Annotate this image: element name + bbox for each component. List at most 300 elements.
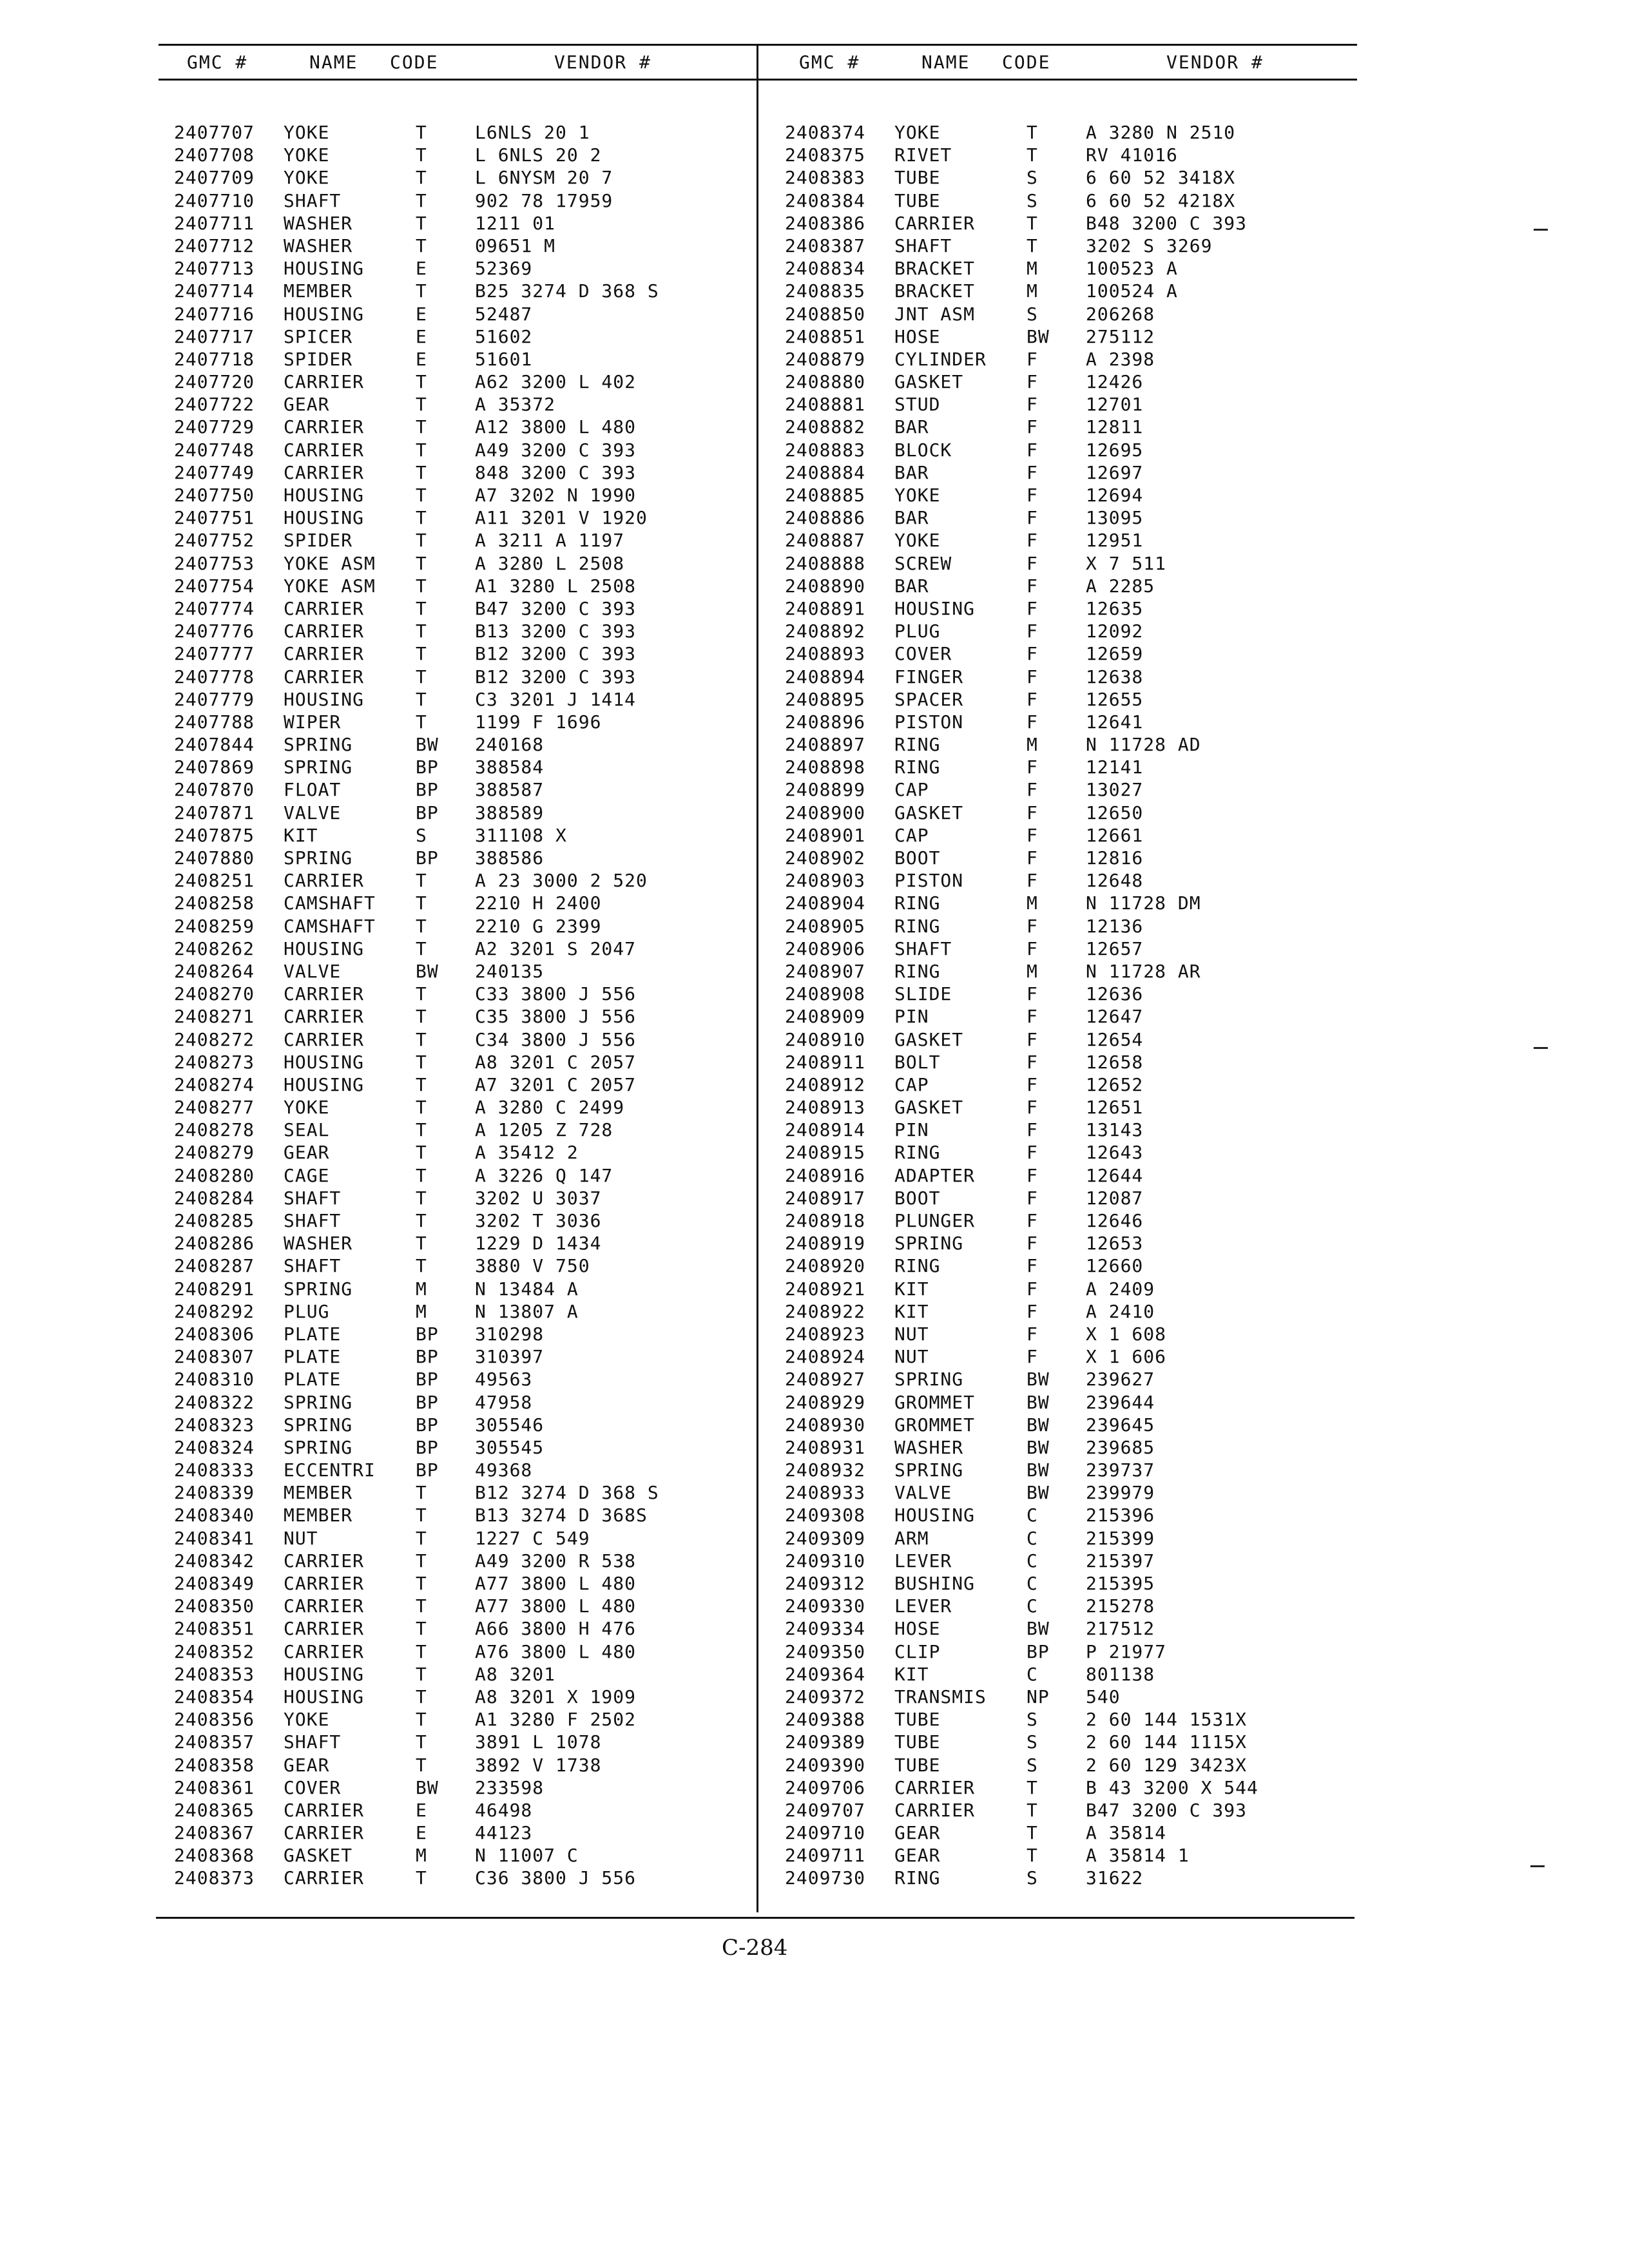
header-gmc: GMC # [799,52,860,73]
table-row [174,1867,747,1889]
vendor-code: T [416,1073,427,1095]
gmc-number: 2408272 [174,1028,255,1050]
vendor-number: 215396 [1086,1504,1155,1526]
gmc-number: 2408291 [174,1278,255,1300]
part-name: PLUNGER [894,1210,976,1231]
table-row [785,529,1352,552]
gmc-number: 2408322 [174,1391,255,1413]
vendor-code: T [416,1573,427,1594]
table-row [174,1708,747,1731]
part-name: CARRIER [284,1573,365,1594]
gmc-number: 2408306 [174,1323,255,1345]
gmc-number: 2408835 [785,280,866,302]
vendor-number: B13 3274 D 368S [475,1504,648,1526]
part-name: HOUSING [284,1051,365,1073]
table-row [174,824,747,847]
vendor-code: T [416,189,427,211]
gmc-number: 2409389 [785,1731,866,1753]
vendor-code: F [1027,824,1038,846]
table-row [174,1254,747,1277]
vendor-code: T [416,870,427,892]
gmc-number: 2407707 [174,122,255,143]
vendor-code: F [1027,802,1038,823]
vendor-number: 217512 [1086,1618,1155,1640]
vendor-code: T [416,1210,427,1231]
table-row [174,869,747,892]
vendor-number: 12136 [1086,915,1144,937]
part-name: BRACKET [894,280,976,302]
column-divider [757,44,758,1912]
table-row [785,1731,1352,1753]
vendor-code: T [416,144,427,166]
part-name: YOKE [284,1709,330,1731]
table-row [174,575,747,597]
vendor-number: A7 3202 N 1990 [475,485,637,506]
vendor-number: 311108 X [475,824,567,846]
table-row [174,711,747,733]
vendor-number: 12811 [1086,416,1144,438]
vendor-number: 12657 [1086,937,1144,959]
part-name: WASHER [894,1436,964,1458]
gmc-number: 2408933 [785,1482,866,1504]
gmc-number: 2408352 [174,1640,255,1662]
table-row [785,121,1352,144]
part-name: BOLT [894,1051,941,1073]
gmc-number: 2408899 [785,779,866,801]
gmc-number: 2408270 [174,983,255,1005]
table-row [174,983,747,1005]
part-name: SLIDE [894,983,952,1005]
vendor-number: B12 3274 D 368 S [475,1482,659,1504]
vendor-number: 12636 [1086,983,1144,1005]
vendor-number: A 3226 Q 147 [475,1164,613,1186]
gmc-number: 2408918 [785,1210,866,1231]
table-row [174,1436,747,1459]
vendor-code: T [1027,144,1038,166]
vendor-code: T [416,1731,427,1753]
vendor-code: M [1027,734,1038,756]
vendor-code: T [416,1595,427,1617]
gmc-number: 2408923 [785,1323,866,1345]
vendor-number: 51601 [475,348,533,370]
vendor-code: BW [1027,1459,1050,1481]
part-name: SPIDER [284,530,353,552]
vendor-number: B47 3200 C 393 [1086,1799,1248,1821]
vendor-code: T [416,416,427,438]
gmc-number: 2408834 [785,258,866,280]
part-name: GROMMET [894,1391,976,1413]
part-name: GASKET [894,1028,964,1050]
vendor-code: M [1027,960,1038,982]
table-row [785,756,1352,778]
vendor-code: F [1027,1119,1038,1141]
vendor-number: A 3280 N 2510 [1086,122,1236,143]
table-row [785,144,1352,166]
gmc-number: 2408908 [785,983,866,1005]
gmc-number: 2407750 [174,485,255,506]
gmc-number: 2408886 [785,507,866,529]
vendor-code: F [1027,643,1038,665]
vendor-number: 240168 [475,734,545,756]
vendor-code: S [1027,1754,1038,1776]
gmc-number: 2408278 [174,1119,255,1141]
vendor-number: 12635 [1086,597,1144,619]
gmc-number: 2408349 [174,1573,255,1594]
gmc-number: 2408365 [174,1799,255,1821]
right-column-header [799,52,1353,77]
vendor-code: E [416,258,427,280]
vendor-number: A 2398 [1086,348,1155,370]
table-row [174,597,747,620]
table-row [174,325,747,348]
vendor-number: 49368 [475,1459,533,1481]
vendor-number: 310298 [475,1323,545,1345]
vendor-number: 12701 [1086,394,1144,416]
gmc-number: 2407713 [174,258,255,280]
vendor-number: 848 3200 C 393 [475,461,637,483]
vendor-code: F [1027,1278,1038,1300]
vendor-code: T [1027,235,1038,256]
vendor-code: BP [1027,1640,1050,1662]
vendor-number: 239645 [1086,1414,1155,1436]
gmc-number: 2407748 [174,439,255,461]
gmc-number: 2408358 [174,1754,255,1776]
vendor-number: 09651 M [475,235,556,256]
vendor-code: T [1027,212,1038,234]
gmc-number: 2408351 [174,1618,255,1640]
table-row [785,439,1352,461]
gmc-number: 2408915 [785,1142,866,1164]
vendor-number: 3891 L 1078 [475,1731,602,1753]
vendor-code: T [416,1709,427,1731]
table-row [174,1209,747,1232]
part-name: SHAFT [284,1210,342,1231]
table-row [785,552,1352,575]
gmc-number: 2409350 [785,1640,866,1662]
table-row [785,1708,1352,1731]
gmc-number: 2407777 [174,643,255,665]
part-name: RING [894,1142,941,1164]
vendor-number: RV 41016 [1086,144,1178,166]
vendor-number: 12695 [1086,439,1144,461]
part-name: RING [894,756,941,778]
part-name: TUBE [894,1754,941,1776]
gmc-number: 2408284 [174,1187,255,1209]
vendor-code: BP [416,1346,439,1368]
vendor-number: 12654 [1086,1028,1144,1050]
table-row [174,892,747,914]
vendor-number: 3202 U 3037 [475,1187,602,1209]
gmc-number: 2409330 [785,1595,866,1617]
vendor-number: 239644 [1086,1391,1155,1413]
vendor-code: F [1027,915,1038,937]
table-row [785,1504,1352,1526]
vendor-code: T [1027,1799,1038,1821]
vendor-code: T [416,1504,427,1526]
vendor-code: BW [1027,325,1050,347]
table-row [785,1527,1352,1550]
vendor-code: BP [416,1459,439,1481]
part-name: CAMSHAFT [284,915,376,937]
part-name: BUSHING [894,1573,976,1594]
table-row [785,303,1352,325]
table-row [174,370,747,393]
vendor-code: F [1027,620,1038,642]
vendor-number: B25 3274 D 368 S [475,280,659,302]
vendor-code: S [1027,167,1038,189]
vendor-number: C34 3800 J 556 [475,1028,637,1050]
gmc-number: 2408920 [785,1255,866,1277]
vendor-number: 240135 [475,960,545,982]
table-row [174,1119,747,1141]
vendor-code: F [1027,1051,1038,1073]
table-row [785,642,1352,665]
vendor-number: N 11007 C [475,1845,579,1867]
gmc-number: 2408901 [785,824,866,846]
part-name: CARRIER [284,666,365,687]
part-name: CARRIER [284,1006,365,1028]
table-row [785,325,1352,348]
vendor-number: A 35372 [475,394,556,416]
part-name: FINGER [894,666,964,687]
table-row [785,1663,1352,1686]
gmc-number: 2407871 [174,802,255,823]
part-name: WASHER [284,212,353,234]
vendor-number: B48 3200 C 393 [1086,212,1248,234]
vendor-code: T [416,575,427,597]
header-vendor: VENDOR # [554,52,651,73]
part-name: GASKET [894,1097,964,1119]
vendor-code: T [416,1640,427,1662]
vendor-code: BP [416,847,439,869]
vendor-code: S [1027,1709,1038,1731]
part-name: CARRIER [284,597,365,619]
table-row [174,1754,747,1776]
table-row [174,212,747,235]
gmc-number: 2408340 [174,1504,255,1526]
gmc-number: 2407729 [174,416,255,438]
vendor-code: T [416,1006,427,1028]
part-name: SHAFT [284,1255,342,1277]
vendor-code: S [1027,303,1038,325]
gmc-number: 2409364 [785,1663,866,1685]
gmc-number: 2408906 [785,937,866,959]
table-row [785,1640,1352,1663]
gmc-number: 2407875 [174,824,255,846]
part-name: COVER [284,1776,342,1798]
part-name: HOUSING [284,688,365,710]
header-code: CODE [1002,52,1051,73]
gmc-number: 2408929 [785,1391,866,1413]
table-row [785,461,1352,484]
part-name: KIT [284,824,318,846]
vendor-code: E [416,348,427,370]
gmc-number: 2408333 [174,1459,255,1481]
vendor-number: 388587 [475,779,545,801]
vendor-number: 801138 [1086,1663,1155,1685]
vendor-number: 1199 F 1696 [475,711,602,733]
vendor-code: F [1027,552,1038,574]
left-column-header [187,52,747,77]
vendor-code: BW [416,960,439,982]
vendor-code: BP [416,1323,439,1345]
bottom-rule [156,1917,1354,1919]
vendor-code: BW [1027,1414,1050,1436]
table-row [174,121,747,144]
part-name: COVER [894,643,952,665]
part-name: ECCENTRI [284,1459,376,1481]
table-row [785,1209,1352,1232]
table-row [785,733,1352,756]
vendor-number: 12653 [1086,1233,1144,1254]
part-name: HOUSING [284,485,365,506]
vendor-number: 6 60 52 4218X [1086,189,1236,211]
vendor-number: L6NLS 20 1 [475,122,590,143]
gmc-number: 2408386 [785,212,866,234]
vendor-code: BP [416,802,439,823]
vendor-number: 215395 [1086,1573,1155,1594]
part-name: NUT [284,1527,318,1549]
vendor-number: A49 3200 C 393 [475,439,637,461]
vendor-number: A11 3201 V 1920 [475,507,648,529]
gmc-number: 2407776 [174,620,255,642]
table-row [174,529,747,552]
gmc-number: 2408927 [785,1369,866,1390]
part-name: PLUG [284,1300,330,1322]
vendor-number: L 6NYSM 20 7 [475,167,613,189]
vendor-code: T [416,1164,427,1186]
table-row [174,235,747,257]
table-row [785,983,1352,1005]
vendor-code: T [416,1255,427,1277]
table-row [785,1345,1352,1368]
vendor-number: N 13484 A [475,1278,579,1300]
vendor-number: A 2410 [1086,1300,1155,1322]
table-row [785,1436,1352,1459]
vendor-number: A8 3201 [475,1663,556,1685]
gmc-number: 2409711 [785,1845,866,1867]
table-row [174,1300,747,1323]
gmc-number: 2408342 [174,1550,255,1571]
gmc-number: 2408307 [174,1346,255,1368]
vendor-code: F [1027,756,1038,778]
gmc-number: 2408898 [785,756,866,778]
part-name: TRANSMIS [894,1686,987,1707]
vendor-number: 12652 [1086,1073,1144,1095]
table-row [785,506,1352,529]
part-name: CARRIER [284,371,365,393]
vendor-code: C [1027,1595,1038,1617]
table-row [785,1414,1352,1436]
vendor-code: T [1027,1822,1038,1844]
part-name: SPRING [894,1459,964,1481]
gmc-number: 2408292 [174,1300,255,1322]
vendor-number: 310397 [475,1346,545,1368]
part-name: SHAFT [894,235,952,256]
part-name: CARRIER [284,1867,365,1889]
part-name: GROMMET [894,1414,976,1436]
vendor-code: F [1027,1210,1038,1231]
vendor-code: F [1027,1300,1038,1322]
vendor-code: M [1027,280,1038,302]
part-name: PIN [894,1119,929,1141]
part-name: MEMBER [284,280,353,302]
vendor-code: T [416,1119,427,1141]
gmc-number: 2407717 [174,325,255,347]
gmc-number: 2408350 [174,1595,255,1617]
vendor-code: T [1027,1776,1038,1798]
part-name: TUBE [894,189,941,211]
right-parts-list [785,121,1352,1890]
table-row [174,166,747,189]
vendor-code: T [416,597,427,619]
vendor-code: M [1027,258,1038,280]
table-row [174,1141,747,1164]
vendor-code: F [1027,1346,1038,1368]
gmc-number: 2408882 [785,416,866,438]
part-name: CARRIER [284,1799,365,1821]
vendor-number: X 1 606 [1086,1346,1167,1368]
gmc-number: 2408354 [174,1686,255,1707]
part-name: SPRING [284,847,353,869]
vendor-number: A 3280 L 2508 [475,552,625,574]
vendor-code: T [416,666,427,687]
gmc-number: 2408931 [785,1436,866,1458]
part-name: HOUSING [284,303,365,325]
part-name: SCREW [894,552,952,574]
table-row [174,1821,747,1844]
part-name: CAMSHAFT [284,892,376,914]
table-row [785,1141,1352,1164]
part-name: YOKE [284,122,330,143]
gmc-number: 2408287 [174,1255,255,1277]
vendor-code: T [416,1482,427,1504]
vendor-number: 12660 [1086,1255,1144,1277]
vendor-number: 12641 [1086,711,1144,733]
gmc-number: 2409372 [785,1686,866,1707]
table-row [785,212,1352,235]
vendor-number: X 7 511 [1086,552,1167,574]
gmc-number: 2409706 [785,1776,866,1798]
part-name: KIT [894,1278,929,1300]
gmc-number: 2408374 [785,122,866,143]
gmc-number: 2408383 [785,167,866,189]
table-row [174,1051,747,1073]
gmc-number: 2409710 [785,1822,866,1844]
table-row [785,1686,1352,1708]
vendor-code: T [1027,1845,1038,1867]
table-row [174,303,747,325]
part-name: PIN [894,1006,929,1028]
vendor-number: 12651 [1086,1097,1144,1119]
gmc-number: 2408900 [785,802,866,823]
gmc-number: 2408880 [785,371,866,393]
vendor-number: L 6NLS 20 2 [475,144,602,166]
vendor-number: A1 3280 F 2502 [475,1709,637,1731]
vendor-number: A 2409 [1086,1278,1155,1300]
gmc-number: 2408384 [785,189,866,211]
table-row [785,1028,1352,1051]
gmc-number: 2407869 [174,756,255,778]
page-number: C-284 [722,1935,788,1961]
gmc-number: 2408904 [785,892,866,914]
gmc-number: 2408922 [785,1300,866,1322]
vendor-code: E [416,325,427,347]
vendor-code: C [1027,1527,1038,1549]
vendor-code: T [416,371,427,393]
part-name: SPIDER [284,348,353,370]
gmc-number: 2408912 [785,1073,866,1095]
